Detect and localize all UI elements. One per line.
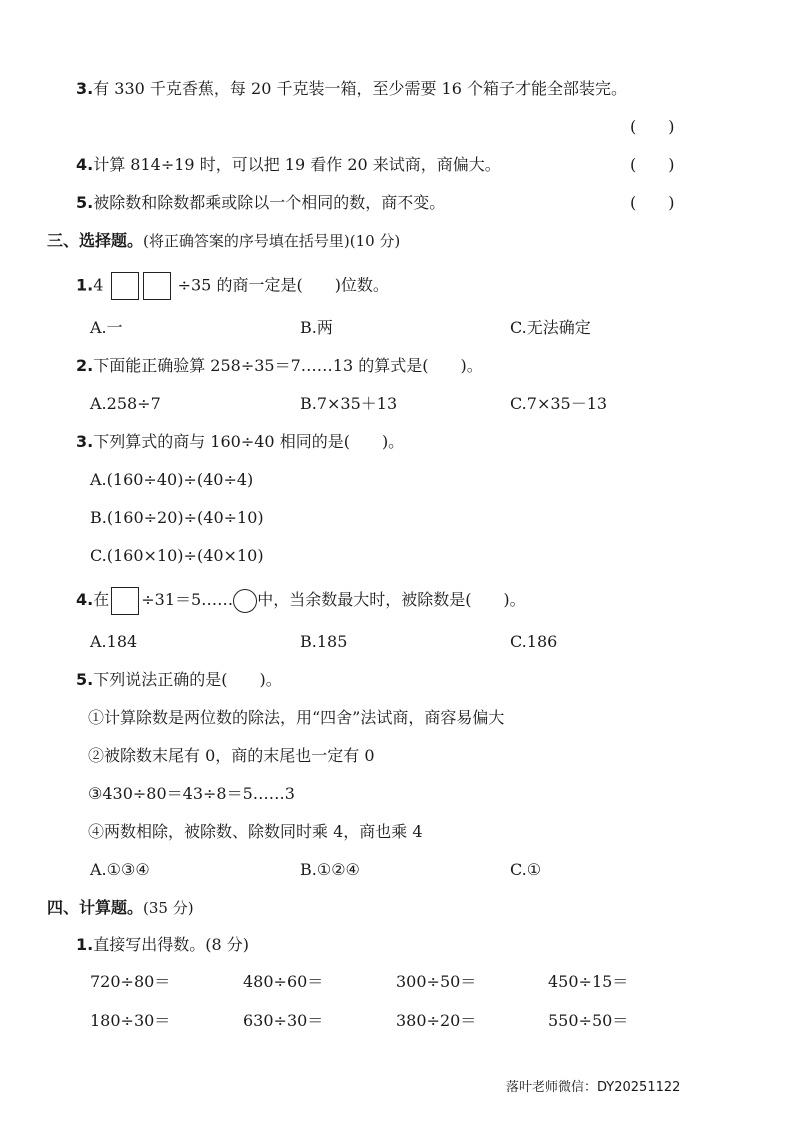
judge-q4: 4.计算 814÷19 时，可以把 19 看作 20 来试商，商偏大。 <box>76 155 501 174</box>
option-b[interactable]: B.185 <box>300 632 348 651</box>
option-b[interactable]: B.7×35＋13 <box>300 394 398 413</box>
choice-q1: 1.4 ÷35 的商一定是( )位数。 <box>76 272 389 300</box>
option-a[interactable]: A.①③④ <box>90 860 150 879</box>
judge-q3: 3.有 330 千克香蕉，每 20 千克装一箱，至少需要 16 个箱子才能全部装完。 <box>76 79 627 98</box>
statement-1: ①计算除数是两位数的除法，用“四舍”法试商，商容易偏大 <box>88 708 505 727</box>
calc-item[interactable]: 550÷50＝ <box>548 1011 629 1030</box>
option-c[interactable]: C.① <box>510 860 542 879</box>
calc-item[interactable]: 300÷50＝ <box>396 972 477 991</box>
choice-q2: 2.下面能正确验算 258÷35＝7……13 的算式是( )。 <box>76 356 483 375</box>
footer-contact: 落叶老师微信：DY20251122 <box>506 1080 681 1095</box>
section-title: 四、计算题。(35 分) <box>47 898 194 917</box>
calc-item[interactable]: 480÷60＝ <box>243 972 324 991</box>
blank-box[interactable] <box>111 587 139 615</box>
option-a[interactable]: A.一 <box>90 318 123 337</box>
calc-item[interactable]: 630÷30＝ <box>243 1011 324 1030</box>
judge-q5: 5.被除数和除数都乘或除以一个相同的数，商不变。 <box>76 193 446 212</box>
blank-box[interactable] <box>143 272 171 300</box>
option-c[interactable]: C.无法确定 <box>510 318 591 337</box>
statement-3: ③430÷80＝43÷8＝5……3 <box>88 784 295 803</box>
calc-item[interactable]: 450÷15＝ <box>548 972 629 991</box>
option-a[interactable]: A.184 <box>90 632 138 651</box>
calc-q1: 1.直接写出得数。(8 分) <box>76 935 249 954</box>
answer-bracket[interactable]: ( ) <box>630 193 675 212</box>
option-c[interactable]: C.186 <box>510 632 558 651</box>
option-b[interactable]: B.(160÷20)÷(40÷10) <box>90 508 264 527</box>
option-b[interactable]: B.①②④ <box>300 860 360 879</box>
choice-q3: 3.下列算式的商与 160÷40 相同的是( )。 <box>76 432 405 451</box>
statement-2: ②被除数末尾有 0，商的末尾也一定有 0 <box>88 746 375 765</box>
calc-item[interactable]: 380÷20＝ <box>396 1011 477 1030</box>
option-b[interactable]: B.两 <box>300 318 333 337</box>
option-c[interactable]: C.(160×10)÷(40×10) <box>90 546 264 565</box>
option-a[interactable]: A.258÷7 <box>90 394 161 413</box>
choice-q4: 4.在 ÷31＝5…… 中，当余数最大时，被除数是( )。 <box>76 586 526 615</box>
calc-item[interactable]: 180÷30＝ <box>90 1011 171 1030</box>
choice-q5: 5.下列说法正确的是( )。 <box>76 670 282 689</box>
section-title: 三、选择题。(将正确答案的序号填在括号里)(10 分) <box>47 231 401 250</box>
option-a[interactable]: A.(160÷40)÷(40÷4) <box>90 470 254 489</box>
statement-4: ④两数相除，被除数、除数同时乘 4，商也乘 4 <box>88 822 423 841</box>
answer-bracket[interactable]: ( ) <box>630 117 675 136</box>
blank-box[interactable] <box>111 272 139 300</box>
answer-bracket[interactable]: ( ) <box>630 155 675 174</box>
blank-circle[interactable] <box>233 589 257 613</box>
calc-item[interactable]: 720÷80＝ <box>90 972 171 991</box>
option-c[interactable]: C.7×35－13 <box>510 394 608 413</box>
